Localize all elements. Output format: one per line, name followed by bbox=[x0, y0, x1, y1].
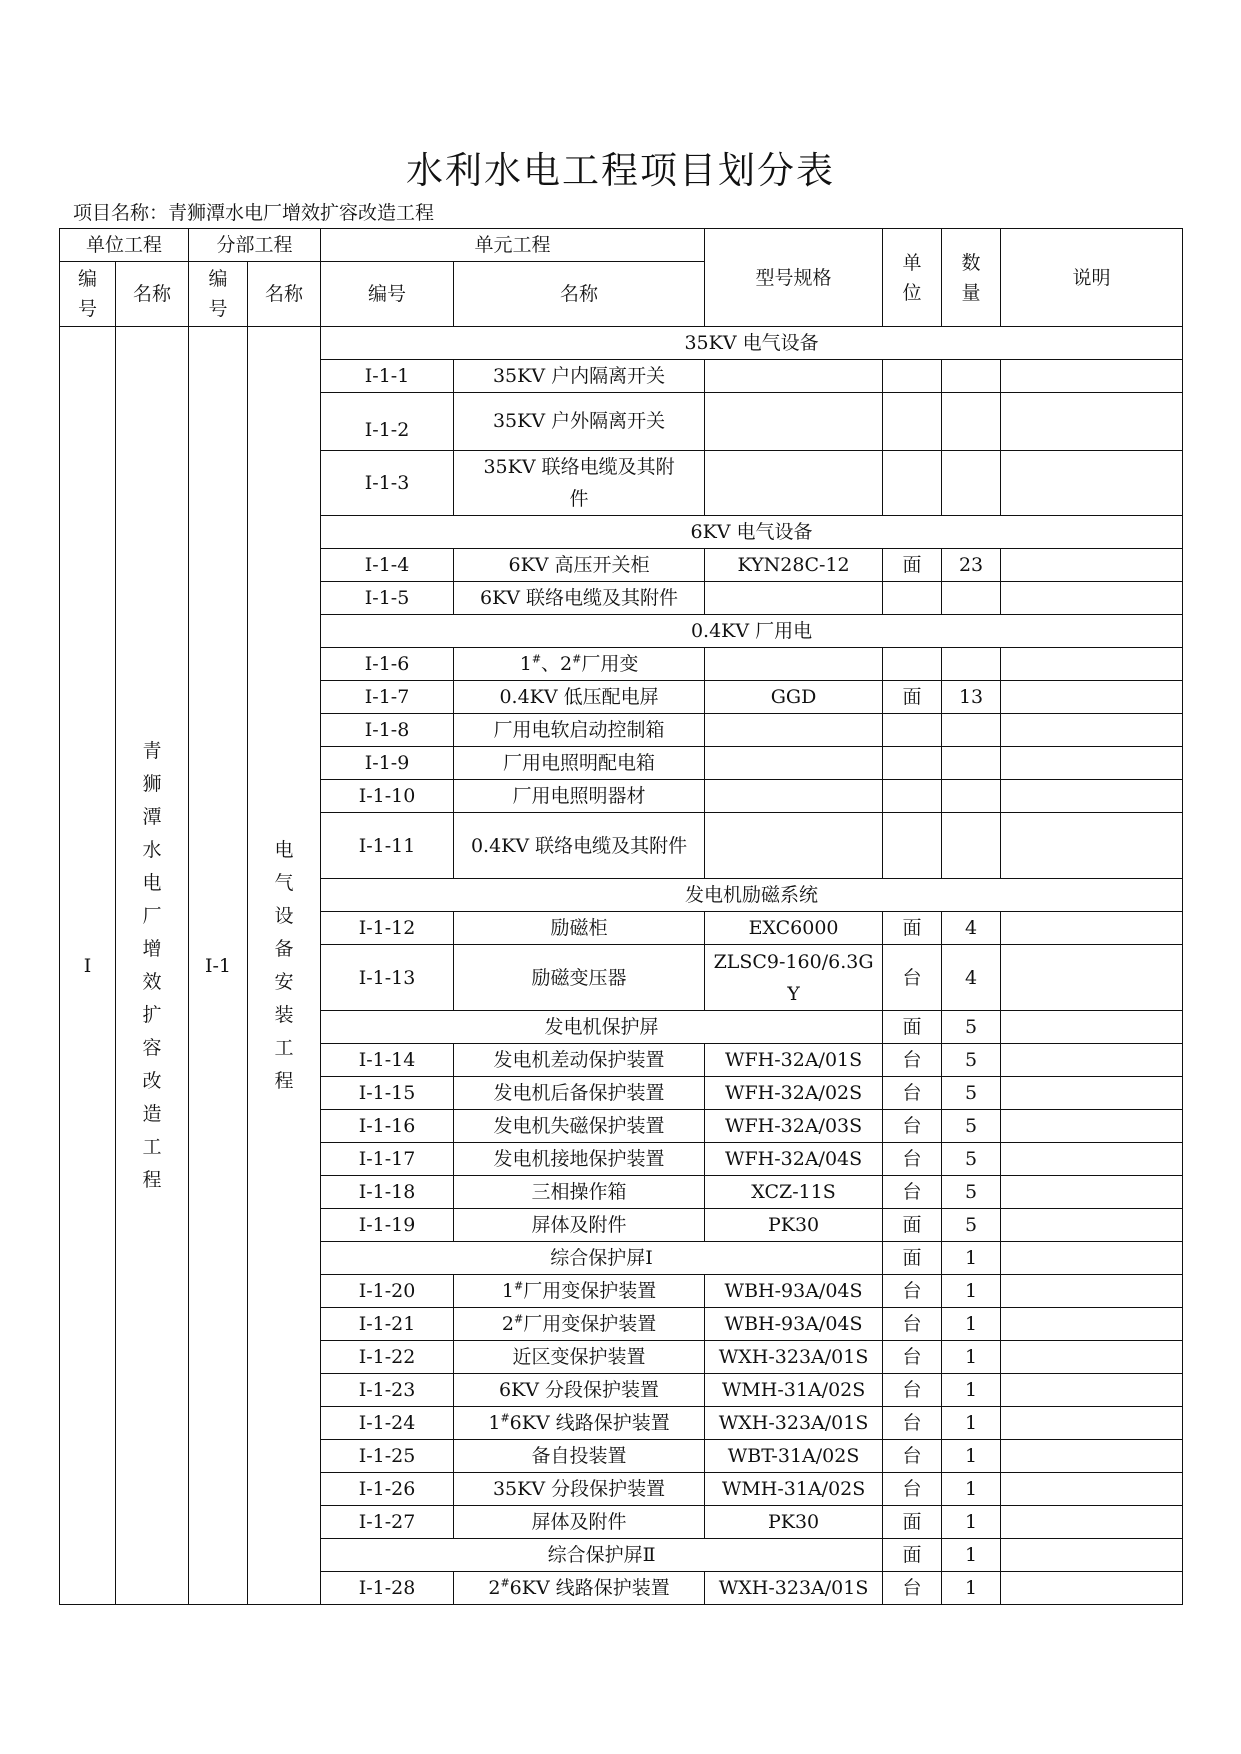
row-name: 发电机后备保护装置 bbox=[454, 1077, 705, 1110]
group-gen-protect: 发电机保护屏 bbox=[321, 1011, 883, 1044]
row-unit: 台 bbox=[883, 1407, 942, 1440]
row-code: I-1-20 bbox=[321, 1275, 454, 1308]
row-unit: 台 bbox=[883, 1143, 942, 1176]
group-qty: 1 bbox=[942, 1539, 1001, 1572]
row-code: I-1-19 bbox=[321, 1209, 454, 1242]
row-code: I-1-10 bbox=[321, 780, 454, 813]
row-name: 发电机接地保护装置 bbox=[454, 1143, 705, 1176]
row-unit: 台 bbox=[883, 1341, 942, 1374]
row-unit: 台 bbox=[883, 1275, 942, 1308]
row-model: WFH-32A/01S bbox=[705, 1044, 883, 1077]
row-remark bbox=[1001, 813, 1183, 879]
row-unit: 台 bbox=[883, 1374, 942, 1407]
row-unit: 台 bbox=[883, 1473, 942, 1506]
row-remark bbox=[1001, 747, 1183, 780]
row-name: 35KV 户内隔离开关 bbox=[454, 360, 705, 393]
row-remark bbox=[1001, 360, 1183, 393]
row-qty: 1 bbox=[942, 1473, 1001, 1506]
row-unit bbox=[883, 780, 942, 813]
row-model: KYN28C-12 bbox=[705, 549, 883, 582]
group-qty: 5 bbox=[942, 1011, 1001, 1044]
project-division-table bbox=[59, 228, 1183, 1605]
row-qty bbox=[942, 714, 1001, 747]
row-model bbox=[705, 648, 883, 681]
header-unit: 单位 bbox=[883, 229, 942, 327]
row-model: WBH-93A/04S bbox=[705, 1275, 883, 1308]
row-model bbox=[705, 451, 883, 516]
row-remark bbox=[1001, 451, 1183, 516]
row-qty: 5 bbox=[942, 1044, 1001, 1077]
row-unit: 台 bbox=[883, 1044, 942, 1077]
row-model: XCZ-11S bbox=[705, 1176, 883, 1209]
row-code: I-1-28 bbox=[321, 1572, 454, 1605]
row-model: WFH-32A/03S bbox=[705, 1110, 883, 1143]
row-remark bbox=[1001, 549, 1183, 582]
row-name: 6KV 联络电缆及其附件 bbox=[454, 582, 705, 615]
row-remark bbox=[1001, 681, 1183, 714]
row-qty: 1 bbox=[942, 1440, 1001, 1473]
row-model bbox=[705, 360, 883, 393]
header-model-spec: 型号规格 bbox=[705, 229, 883, 327]
row-unit: 台 bbox=[883, 1572, 942, 1605]
row-code: I-1-1 bbox=[321, 360, 454, 393]
row-name: 励磁变压器 bbox=[454, 945, 705, 1011]
row-code: I-1-23 bbox=[321, 1374, 454, 1407]
row-qty: 5 bbox=[942, 1143, 1001, 1176]
row-name: 35KV 联络电缆及其附件 bbox=[454, 451, 705, 516]
row-remark bbox=[1001, 714, 1183, 747]
section-row bbox=[60, 327, 1183, 360]
row-code: I-1-14 bbox=[321, 1044, 454, 1077]
row-unit bbox=[883, 648, 942, 681]
row-model bbox=[705, 813, 883, 879]
row-code: I-1-9 bbox=[321, 747, 454, 780]
row-code: I-1-25 bbox=[321, 1440, 454, 1473]
division-code: I-1 bbox=[189, 327, 248, 1605]
row-name: 0.4KV 联络电缆及其附件 bbox=[454, 813, 705, 879]
row-model bbox=[705, 747, 883, 780]
row-unit: 面 bbox=[883, 1506, 942, 1539]
unit-project-code: I bbox=[60, 327, 116, 1605]
header-code-a: 编号 bbox=[60, 262, 116, 327]
row-model: WXH-323A/01S bbox=[705, 1407, 883, 1440]
row-unit: 台 bbox=[883, 945, 942, 1011]
row-model: WFH-32A/02S bbox=[705, 1077, 883, 1110]
row-qty bbox=[942, 747, 1001, 780]
row-remark bbox=[1001, 1572, 1183, 1605]
row-name: 励磁柜 bbox=[454, 912, 705, 945]
row-name: 厂用电软启动控制箱 bbox=[454, 714, 705, 747]
group-unit: 面 bbox=[883, 1011, 942, 1044]
row-name: 0.4KV 低压配电屏 bbox=[454, 681, 705, 714]
section-04kv: 0.4KV 厂用电 bbox=[321, 615, 1183, 648]
row-qty: 1 bbox=[942, 1275, 1001, 1308]
row-name: 35KV 分段保护装置 bbox=[454, 1473, 705, 1506]
row-code: I-1-7 bbox=[321, 681, 454, 714]
row-code: I-1-22 bbox=[321, 1341, 454, 1374]
row-remark bbox=[1001, 912, 1183, 945]
row-qty: 5 bbox=[942, 1176, 1001, 1209]
row-qty: 5 bbox=[942, 1209, 1001, 1242]
row-remark bbox=[1001, 1110, 1183, 1143]
header-code-c: 编号 bbox=[321, 262, 454, 327]
row-remark bbox=[1001, 780, 1183, 813]
row-name: 1#、2#厂用变 bbox=[454, 648, 705, 681]
group-comp1: 综合保护屏Ⅰ bbox=[321, 1242, 883, 1275]
header-quantity: 数量 bbox=[942, 229, 1001, 327]
unit-project-name: 青狮潭水电厂增效扩容改造工程 bbox=[116, 327, 189, 1605]
row-remark bbox=[1001, 1242, 1183, 1275]
row-code: I-1-6 bbox=[321, 648, 454, 681]
section-excitation: 发电机励磁系统 bbox=[321, 879, 1183, 912]
row-code: I-1-17 bbox=[321, 1143, 454, 1176]
row-unit: 台 bbox=[883, 1440, 942, 1473]
row-name: 发电机失磁保护装置 bbox=[454, 1110, 705, 1143]
row-remark bbox=[1001, 582, 1183, 615]
row-qty: 1 bbox=[942, 1308, 1001, 1341]
row-unit: 面 bbox=[883, 912, 942, 945]
row-code: I-1-24 bbox=[321, 1407, 454, 1440]
header-name-c: 名称 bbox=[454, 262, 705, 327]
row-model: PK30 bbox=[705, 1506, 883, 1539]
row-qty bbox=[942, 813, 1001, 879]
row-name: 屏体及附件 bbox=[454, 1209, 705, 1242]
row-code: I-1-3 bbox=[321, 451, 454, 516]
row-remark bbox=[1001, 1209, 1183, 1242]
page-title: 水利水电工程项目划分表 bbox=[406, 149, 835, 192]
row-code: I-1-18 bbox=[321, 1176, 454, 1209]
row-unit: 台 bbox=[883, 1077, 942, 1110]
row-unit bbox=[883, 360, 942, 393]
row-name: 2#6KV 线路保护装置 bbox=[454, 1572, 705, 1605]
row-remark bbox=[1001, 648, 1183, 681]
row-remark bbox=[1001, 1308, 1183, 1341]
header-name-b: 名称 bbox=[248, 262, 321, 327]
row-code: I-1-27 bbox=[321, 1506, 454, 1539]
row-name: 备自投装置 bbox=[454, 1440, 705, 1473]
row-unit: 台 bbox=[883, 1110, 942, 1143]
row-remark bbox=[1001, 1011, 1183, 1044]
row-name: 三相操作箱 bbox=[454, 1176, 705, 1209]
header-row-1 bbox=[60, 229, 1183, 262]
row-unit bbox=[883, 582, 942, 615]
row-unit: 台 bbox=[883, 1176, 942, 1209]
row-qty bbox=[942, 648, 1001, 681]
row-qty bbox=[942, 360, 1001, 393]
section-35kv: 35KV 电气设备 bbox=[321, 327, 1183, 360]
row-remark bbox=[1001, 393, 1183, 451]
row-model: WXH-323A/01S bbox=[705, 1341, 883, 1374]
row-name: 屏体及附件 bbox=[454, 1506, 705, 1539]
row-remark bbox=[1001, 1077, 1183, 1110]
row-code: I-1-11 bbox=[321, 813, 454, 879]
row-model bbox=[705, 393, 883, 451]
header-code-b: 编号 bbox=[189, 262, 248, 327]
row-qty bbox=[942, 393, 1001, 451]
row-remark bbox=[1001, 1374, 1183, 1407]
row-unit: 面 bbox=[883, 549, 942, 582]
row-code: I-1-21 bbox=[321, 1308, 454, 1341]
row-code: I-1-13 bbox=[321, 945, 454, 1011]
row-code: I-1-2 bbox=[321, 393, 454, 451]
row-name: 厂用电照明配电箱 bbox=[454, 747, 705, 780]
row-unit: 台 bbox=[883, 1308, 942, 1341]
row-model: GGD bbox=[705, 681, 883, 714]
row-remark bbox=[1001, 1473, 1183, 1506]
row-name: 发电机差动保护装置 bbox=[454, 1044, 705, 1077]
row-qty bbox=[942, 780, 1001, 813]
header-name-a: 名称 bbox=[116, 262, 189, 327]
row-model: WXH-323A/01S bbox=[705, 1572, 883, 1605]
row-code: I-1-15 bbox=[321, 1077, 454, 1110]
row-qty: 5 bbox=[942, 1110, 1001, 1143]
row-unit bbox=[883, 393, 942, 451]
group-comp2: 综合保护屏Ⅱ bbox=[321, 1539, 883, 1572]
row-model: ZLSC9-160/6.3GY bbox=[705, 945, 883, 1011]
group-unit: 面 bbox=[883, 1539, 942, 1572]
row-name: 厂用电照明器材 bbox=[454, 780, 705, 813]
row-code: I-1-8 bbox=[321, 714, 454, 747]
row-name: 6KV 高压开关柜 bbox=[454, 549, 705, 582]
row-remark bbox=[1001, 1440, 1183, 1473]
row-remark bbox=[1001, 1539, 1183, 1572]
row-model: WBT-31A/02S bbox=[705, 1440, 883, 1473]
row-model bbox=[705, 714, 883, 747]
row-name: 6KV 分段保护装置 bbox=[454, 1374, 705, 1407]
row-remark bbox=[1001, 1176, 1183, 1209]
row-name: 1#厂用变保护装置 bbox=[454, 1275, 705, 1308]
row-unit bbox=[883, 714, 942, 747]
group-unit: 面 bbox=[883, 1242, 942, 1275]
row-name: 35KV 户外隔离开关 bbox=[454, 393, 705, 451]
row-model: WMH-31A/02S bbox=[705, 1374, 883, 1407]
row-code: I-1-16 bbox=[321, 1110, 454, 1143]
row-name: 1#6KV 线路保护装置 bbox=[454, 1407, 705, 1440]
row-qty: 23 bbox=[942, 549, 1001, 582]
row-name: 2#厂用变保护装置 bbox=[454, 1308, 705, 1341]
project-name: 项目名称：青狮潭水电厂增效扩容改造工程 bbox=[73, 202, 435, 224]
row-code: I-1-12 bbox=[321, 912, 454, 945]
header-remark: 说明 bbox=[1001, 229, 1183, 327]
row-model bbox=[705, 780, 883, 813]
row-model: WBH-93A/04S bbox=[705, 1308, 883, 1341]
row-qty: 4 bbox=[942, 945, 1001, 1011]
row-remark bbox=[1001, 945, 1183, 1011]
row-qty: 1 bbox=[942, 1506, 1001, 1539]
row-qty: 4 bbox=[942, 912, 1001, 945]
row-remark bbox=[1001, 1506, 1183, 1539]
row-remark bbox=[1001, 1044, 1183, 1077]
row-code: I-1-5 bbox=[321, 582, 454, 615]
header-element-project: 单元工程 bbox=[321, 229, 705, 262]
row-model: EXC6000 bbox=[705, 912, 883, 945]
row-name: 近区变保护装置 bbox=[454, 1341, 705, 1374]
row-remark bbox=[1001, 1143, 1183, 1176]
row-unit bbox=[883, 451, 942, 516]
row-qty: 5 bbox=[942, 1077, 1001, 1110]
row-qty: 13 bbox=[942, 681, 1001, 714]
section-6kv: 6KV 电气设备 bbox=[321, 516, 1183, 549]
row-qty: 1 bbox=[942, 1341, 1001, 1374]
row-model: WMH-31A/02S bbox=[705, 1473, 883, 1506]
header-division-project: 分部工程 bbox=[189, 229, 321, 262]
row-code: I-1-4 bbox=[321, 549, 454, 582]
header-unit-project: 单位工程 bbox=[60, 229, 189, 262]
row-unit bbox=[883, 747, 942, 780]
row-qty bbox=[942, 582, 1001, 615]
row-unit: 面 bbox=[883, 681, 942, 714]
row-qty: 1 bbox=[942, 1407, 1001, 1440]
row-unit bbox=[883, 813, 942, 879]
row-remark bbox=[1001, 1341, 1183, 1374]
row-unit: 面 bbox=[883, 1209, 942, 1242]
row-qty: 1 bbox=[942, 1374, 1001, 1407]
row-code: I-1-26 bbox=[321, 1473, 454, 1506]
row-model: PK30 bbox=[705, 1209, 883, 1242]
row-qty: 1 bbox=[942, 1572, 1001, 1605]
row-remark bbox=[1001, 1275, 1183, 1308]
row-qty bbox=[942, 451, 1001, 516]
group-qty: 1 bbox=[942, 1242, 1001, 1275]
division-name: 电气设备安装工程 bbox=[248, 327, 321, 1605]
row-remark bbox=[1001, 1407, 1183, 1440]
row-model bbox=[705, 582, 883, 615]
row-model: WFH-32A/04S bbox=[705, 1143, 883, 1176]
